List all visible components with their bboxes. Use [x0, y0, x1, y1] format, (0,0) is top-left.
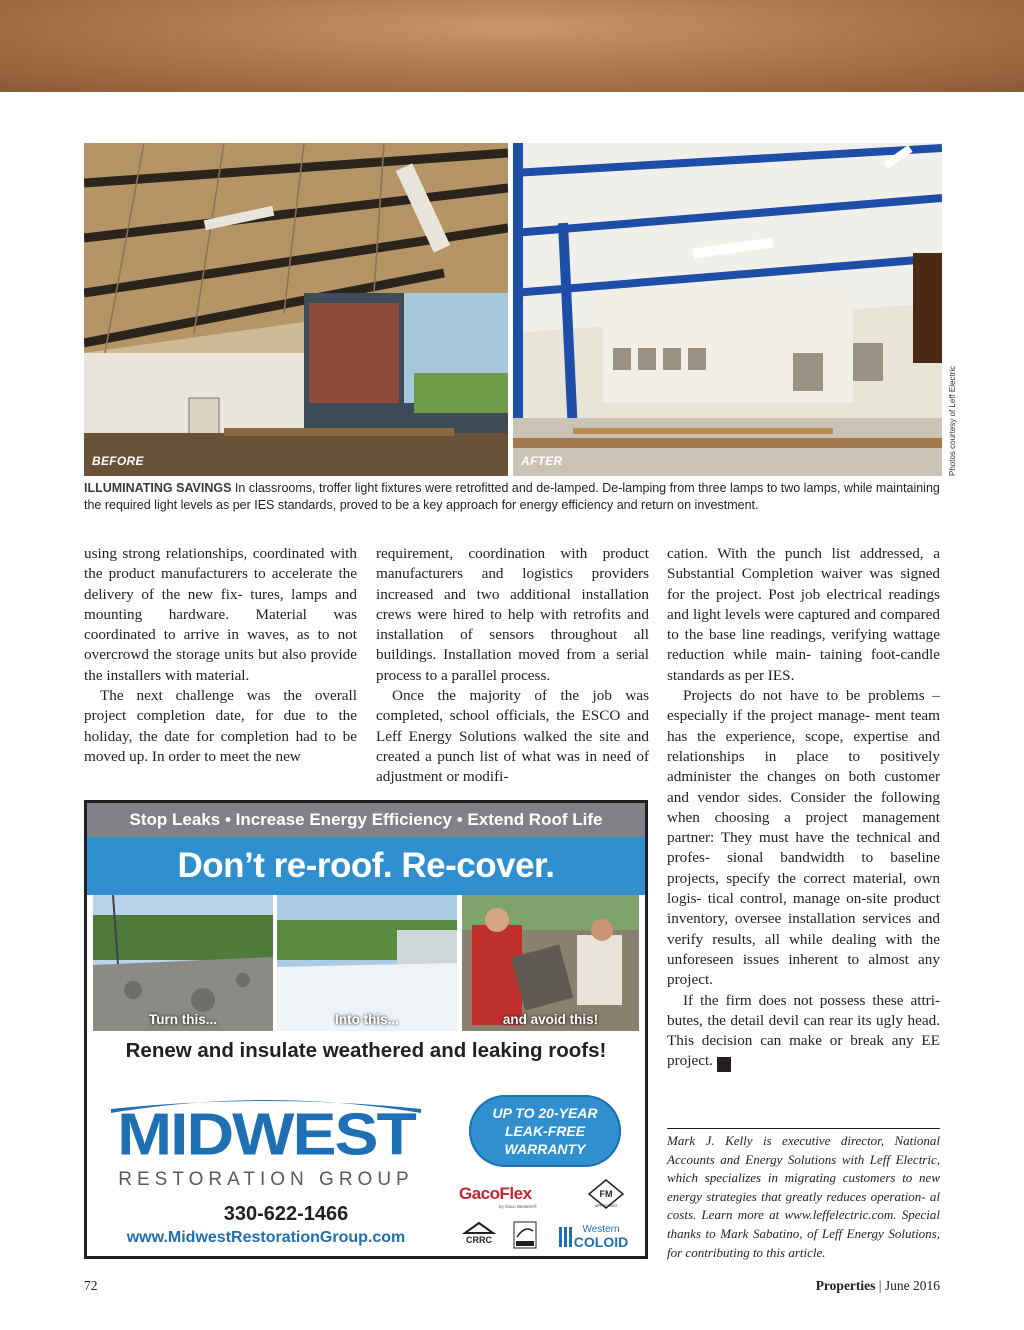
ad-website-link[interactable]: www.MidwestRestorationGroup.com: [126, 1229, 406, 1246]
end-mark-icon: P: [717, 1057, 731, 1072]
issue-date: June 2016: [884, 1278, 940, 1293]
after-photo: [513, 143, 942, 476]
magazine-footer: [816, 1278, 940, 1294]
crrc-icon: [461, 1221, 497, 1249]
photo-caption: [84, 480, 942, 514]
warranty-line: LEAK-FREE: [504, 1123, 586, 1139]
bio-divider: [667, 1128, 940, 1129]
wc-top: Western: [582, 1224, 620, 1235]
warranty-line: UP TO 20-YEAR: [492, 1105, 598, 1121]
article-column-3: [667, 544, 940, 1072]
ad-logo-word: MIDWEST: [117, 1100, 415, 1168]
energy-star-icon: [513, 1221, 537, 1249]
magazine-name: Properties: [815, 1278, 876, 1293]
article-column-1: [84, 544, 357, 767]
fm-approved-icon: [587, 1179, 625, 1209]
ad-photo-recovered-roof: [277, 895, 457, 1031]
warranty-badge: [469, 1095, 621, 1167]
ad-photo-weathered-roof: [93, 895, 273, 1031]
top-decorative-band: [0, 0, 1024, 92]
wc-bottom: COLOID: [573, 1234, 629, 1249]
after-label: AFTER: [521, 454, 563, 468]
paragraph: using strong relationships, coordinated with the product manufacturers to accelerate the delivery of the new fix- tures, lamps and mounting hardware. Material was coordinated to arrive in waves, as to not overcrowd the storage units but also provide the installers with material.: [84, 545, 357, 684]
paragraph: The next challenge was the overall project completion date, for due to the holiday, the date for completion had to be moved up. In order to meet the new: [84, 687, 357, 765]
crrc-label: CRRC: [466, 1235, 492, 1245]
ad-headline: Don’t re-roof. Re-cover.: [177, 846, 555, 885]
ad-tagline: Stop Leaks • Increase Energy Efficiency • Extend Roof Life: [87, 803, 645, 837]
paragraph-text: If the firm does not possess these attri- butes, the detail devil can rear its ugly head. This decision can make or break any EE project.: [667, 991, 940, 1070]
paragraph: requirement, coordination with product manufacturers and logistics providers increased and two additional installation crews were hired to help with retrofits and installation of sensors throughout all buildings. Installation moved from a serial process to a parallel process.: [376, 545, 649, 684]
ad-phone[interactable]: 330-622-1466: [223, 1203, 349, 1225]
footer-separator: |: [875, 1278, 885, 1293]
ad-photo-label: Into this...: [335, 1012, 399, 1027]
article-column-2: [376, 544, 649, 788]
ad-photo-roof-repair: [462, 895, 639, 1031]
paragraph: [667, 991, 940, 1073]
western-colloid-icon: [557, 1221, 629, 1249]
caption-lead: ILLUMINATING SAVINGS: [84, 481, 232, 495]
page-number: 72: [84, 1278, 98, 1293]
ad-photo-label: Turn this...: [149, 1012, 217, 1027]
author-bio: Mark J. Kelly is executive director, National Accounts and Energy Solutions with Leff Electric, which specializes in migrating customers to new energy strategies that greatly reduces operation- al costs. Learn more at www.leffelectric.com. Special thanks to Mark Sabatino, of Leff Energy Solutions, for contributing to this article.: [667, 1133, 940, 1260]
gacoflex-subtitle: by Gaco Western®: [499, 1204, 537, 1209]
midwest-restoration-ad[interactable]: [84, 800, 648, 1259]
warranty-line: WARRANTY: [504, 1141, 586, 1157]
ad-logo-subtitle: RESTORATION GROUP: [118, 1169, 414, 1190]
before-label: BEFORE: [92, 454, 144, 468]
paragraph: Projects do not have to be problems – especially if the project manage- ment team has the experience, scope, expertise and relationships in place to positively administer the changes on both customer and vendor sides. Consider the following when choosing a project management partner: They must have the technical and profes- sional bandwidth to baseline projects, specify the correct material, own logis- tical control, manage on-site product inventory, oversee installation services and verify results, all while dealing with the unforeseen issues inherent to almost any project.: [667, 687, 940, 989]
caption-text: In classrooms, troffer light fixtures were retrofitted and de-lamped. De-lamping from three lamps to two lamps, while maintaining the required light levels as per IES standards, proved to be a key approach for energy efficiency and return on investment.: [84, 481, 940, 512]
fm-sub: APPROVED: [594, 1203, 618, 1208]
gacoflex-logo: GacoFlex: [459, 1184, 532, 1203]
fm-label: FM: [599, 1189, 613, 1199]
ad-subhead: Renew and insulate weathered and leaking roofs!: [125, 1039, 607, 1062]
paragraph: cation. With the punch list addressed, a Substantial Completion waiver was signed for the project. Post job electrical readings and light levels were captured and compared to the base line readings, verifying wattage reduction while main- taining foot-candle standards as per IES.: [667, 545, 940, 684]
photo-credit: Photos courtesy of Leff Electric: [948, 365, 957, 476]
before-photo: [84, 143, 508, 476]
paragraph: Once the majority of the job was completed, school officials, the ESCO and Leff Energy Solutions walked the site and created a punch list of what was in need of adjustment or modifi-: [376, 687, 649, 786]
ad-photo-label: and avoid this!: [502, 1012, 599, 1027]
